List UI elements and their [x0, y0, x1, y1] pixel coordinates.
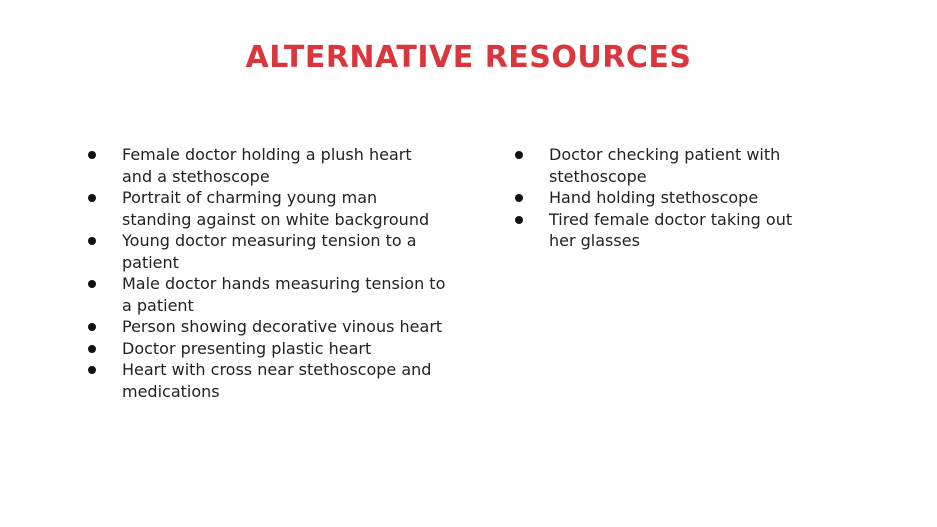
list-item: [513, 187, 823, 209]
slide-title: ALTERNATIVE RESOURCES: [245, 40, 692, 75]
list-item: [86, 230, 446, 273]
list-item-text: Hand holding stethoscope: [549, 188, 759, 207]
bullet-icon: [88, 280, 96, 288]
list-item: [86, 144, 446, 187]
bullet-icon: [515, 216, 523, 224]
bullet-icon: [88, 151, 96, 159]
resource-list-left: [86, 144, 446, 402]
bullet-icon: [515, 194, 523, 202]
list-item: [513, 144, 823, 187]
list-item-text: Female doctor holding a plush heart and a stethoscope: [122, 145, 412, 186]
bullet-icon: [88, 345, 96, 353]
list-item: [86, 316, 446, 338]
list-item-text: Portrait of charming young man standing against on white background: [122, 188, 430, 229]
list-item: [86, 187, 446, 230]
list-item-text: Tired female doctor taking out her glasses: [549, 209, 793, 250]
bullet-icon: [515, 151, 523, 159]
list-item-text: Heart with cross near stethoscope and medications: [122, 360, 432, 401]
list-item: [86, 273, 446, 316]
list-item-text: Person showing decorative vinous heart: [122, 317, 443, 336]
bullet-icon: [88, 323, 96, 331]
list-item: [513, 209, 823, 252]
bullet-icon: [88, 366, 96, 374]
resource-list-right: [513, 144, 823, 252]
list-item-text: Male doctor hands measuring tension to a patient: [122, 274, 446, 315]
list-item: [86, 338, 446, 360]
list-item-text: Doctor presenting plastic heart: [122, 338, 372, 358]
list-item: [86, 359, 446, 402]
list-item-text: Doctor checking patient with stethoscope: [549, 145, 781, 186]
bullet-icon: [88, 194, 96, 202]
list-item-text: Young doctor measuring tension to a patient: [122, 231, 417, 272]
bullet-icon: [88, 237, 96, 245]
